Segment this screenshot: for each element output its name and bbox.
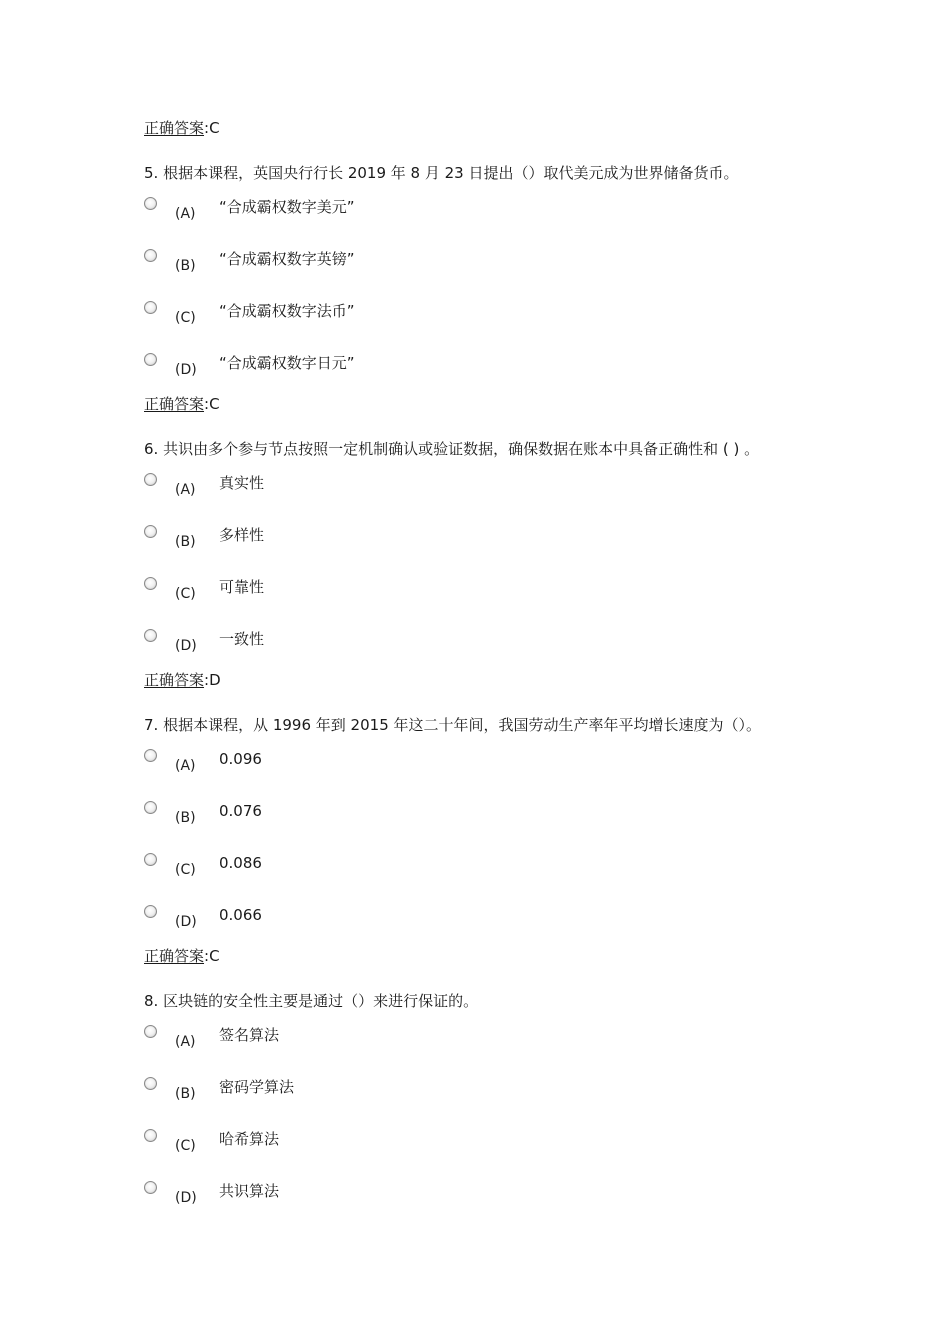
- question-8-option-d[interactable]: [144, 1181, 844, 1221]
- radio-button[interactable]: [144, 353, 157, 366]
- question-6-option-b[interactable]: [144, 525, 844, 565]
- option-letter: (C): [175, 310, 196, 326]
- radio-button[interactable]: [144, 801, 157, 814]
- question-7-option-d[interactable]: [144, 905, 844, 945]
- radio-button[interactable]: [144, 249, 157, 262]
- radio-button[interactable]: [144, 1129, 157, 1142]
- radio-button[interactable]: [144, 1025, 157, 1038]
- option-letter: (C): [175, 862, 196, 878]
- option-text: 真实性: [219, 474, 265, 492]
- question-5-text: 5. 根据本课程，英国央行行长 2019 年 8 月 23 日提出（）取代美元成为世界储备货币。: [144, 164, 739, 182]
- correct-answer-value: :C: [204, 395, 220, 413]
- question-7-option-b[interactable]: [144, 801, 844, 841]
- correct-answer-q7: [144, 946, 220, 966]
- question-8-option-c[interactable]: [144, 1129, 844, 1169]
- radio-button[interactable]: [144, 629, 157, 642]
- option-text: 哈希算法: [219, 1130, 280, 1148]
- correct-answer-q6: [144, 670, 221, 690]
- option-letter: (A): [175, 206, 196, 222]
- option-letter: (A): [175, 1034, 196, 1050]
- option-letter: (B): [175, 1086, 196, 1102]
- question-6-option-a[interactable]: [144, 473, 844, 513]
- correct-answer-q4: [144, 118, 220, 138]
- option-letter: (B): [175, 810, 196, 826]
- option-letter: (D): [175, 638, 197, 654]
- option-text: 可靠性: [219, 578, 265, 596]
- question-7-text: 7. 根据本课程，从 1996 年到 2015 年这二十年间，我国劳动生产率年平均增长速度为（）。: [144, 716, 762, 734]
- option-letter: (B): [175, 534, 196, 550]
- option-text: “合成霸权数字日元”: [219, 354, 355, 372]
- radio-button[interactable]: [144, 749, 157, 762]
- question-8-option-b[interactable]: [144, 1077, 844, 1117]
- radio-button[interactable]: [144, 577, 157, 590]
- radio-button[interactable]: [144, 473, 157, 486]
- question-6-option-d[interactable]: [144, 629, 844, 669]
- correct-answer-label: 正确答案: [144, 947, 205, 965]
- option-letter: (B): [175, 258, 196, 274]
- option-text: 0.086: [219, 854, 262, 872]
- correct-answer-q5: [144, 394, 220, 414]
- question-8-option-a[interactable]: [144, 1025, 844, 1065]
- option-text: 0.076: [219, 802, 262, 820]
- correct-answer-label: 正确答案: [144, 395, 205, 413]
- radio-button[interactable]: [144, 905, 157, 918]
- option-letter: (D): [175, 362, 197, 378]
- option-text: 一致性: [219, 630, 265, 648]
- question-8-text: 8. 区块链的安全性主要是通过（）来进行保证的。: [144, 992, 479, 1010]
- option-text: “合成霸权数字法币”: [219, 302, 355, 320]
- radio-button[interactable]: [144, 1181, 157, 1194]
- option-text: 多样性: [219, 526, 265, 544]
- question-6-option-c[interactable]: [144, 577, 844, 617]
- question-5-option-c[interactable]: [144, 301, 844, 341]
- option-letter: (C): [175, 586, 196, 602]
- option-letter: (D): [175, 914, 197, 930]
- radio-button[interactable]: [144, 525, 157, 538]
- option-text: 0.066: [219, 906, 262, 924]
- radio-button[interactable]: [144, 301, 157, 314]
- question-6-text: 6. 共识由多个参与节点按照一定机制确认或验证数据，确保数据在账本中具备正确性和 ( ) 。: [144, 440, 760, 458]
- correct-answer-value: :D: [204, 671, 221, 689]
- radio-button[interactable]: [144, 1077, 157, 1090]
- option-text: “合成霸权数字英镑”: [219, 250, 355, 268]
- option-text: 密码学算法: [219, 1078, 295, 1096]
- radio-button[interactable]: [144, 853, 157, 866]
- option-text: “合成霸权数字美元”: [219, 198, 355, 216]
- question-5-option-d[interactable]: [144, 353, 844, 393]
- correct-answer-value: :C: [204, 947, 220, 965]
- option-letter: (D): [175, 1190, 197, 1206]
- question-5-option-a[interactable]: [144, 197, 844, 237]
- option-letter: (C): [175, 1138, 196, 1154]
- option-letter: (A): [175, 758, 196, 774]
- correct-answer-value: :C: [204, 119, 220, 137]
- option-text: 签名算法: [219, 1026, 280, 1044]
- correct-answer-label: 正确答案: [144, 671, 205, 689]
- option-text: 0.096: [219, 750, 262, 768]
- question-5-option-b[interactable]: [144, 249, 844, 289]
- question-7-option-c[interactable]: [144, 853, 844, 893]
- question-7-option-a[interactable]: [144, 749, 844, 789]
- option-text: 共识算法: [219, 1182, 280, 1200]
- correct-answer-label: 正确答案: [144, 119, 205, 137]
- radio-button[interactable]: [144, 197, 157, 210]
- option-letter: (A): [175, 482, 196, 498]
